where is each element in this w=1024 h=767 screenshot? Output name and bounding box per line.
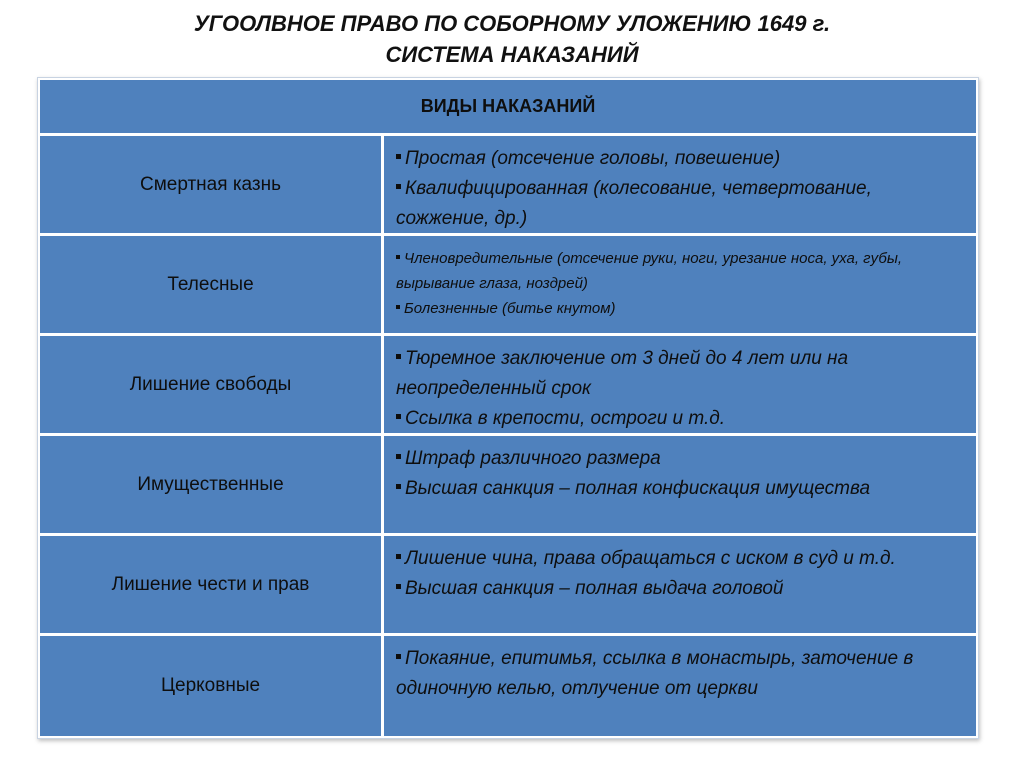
punishment-details bbox=[384, 536, 976, 633]
bullet-icon bbox=[396, 184, 401, 189]
list-item bbox=[396, 544, 966, 574]
punishment-type: Смертная казнь bbox=[40, 136, 381, 233]
list-item bbox=[396, 644, 966, 704]
list-item-text: Членовредительные (отсечение руки, ноги, урезание носа, уха, губы, вырывание глаза, ноздрей) bbox=[396, 250, 903, 292]
bullet-icon bbox=[396, 584, 401, 589]
list-item-text: Высшая санкция – полная выдача головой bbox=[405, 578, 784, 599]
list-item-text: Болезненные (битье кнутом) bbox=[404, 300, 616, 317]
list-item bbox=[396, 474, 966, 504]
title-line-2: СИСТЕМА НАКАЗАНИЙ bbox=[385, 42, 639, 67]
list-item bbox=[396, 344, 966, 404]
list-item-text: Штраф различного размера bbox=[405, 448, 661, 469]
bullet-icon bbox=[396, 414, 401, 419]
punishment-type: Лишение чести и прав bbox=[40, 536, 381, 633]
punishment-type: Церковные bbox=[40, 636, 381, 736]
list-item bbox=[396, 574, 966, 604]
list-item-text: Лишение чина, права обращаться с иском в суд и т.д. bbox=[405, 548, 896, 569]
list-item bbox=[396, 296, 966, 321]
page-title bbox=[0, 8, 1024, 70]
list-item bbox=[396, 246, 966, 296]
punishment-details bbox=[384, 136, 976, 233]
bullet-icon bbox=[396, 354, 401, 359]
punishment-details bbox=[384, 236, 976, 333]
punishments-table bbox=[37, 77, 979, 739]
punishment-type: Лишение свободы bbox=[40, 336, 381, 433]
punishment-type: Телесные bbox=[40, 236, 381, 333]
punishment-type: Имущественные bbox=[40, 436, 381, 533]
punishment-details bbox=[384, 436, 976, 533]
list-item-text: Простая (отсечение головы, повешение) bbox=[405, 148, 781, 169]
list-item-text: Квалифицированная (колесование, четвертование, сожжение, др.) bbox=[396, 178, 872, 229]
list-item bbox=[396, 144, 966, 174]
list-item-text: Высшая санкция – полная конфискация имущества bbox=[405, 478, 871, 499]
punishment-details bbox=[384, 336, 976, 433]
table-header: ВИДЫ НАКАЗАНИЙ bbox=[40, 80, 976, 133]
bullet-icon bbox=[396, 484, 401, 489]
title-line-1: УГООЛВНОЕ ПРАВО ПО СОБОРНОМУ УЛОЖЕНИЮ 1649 г. bbox=[193, 11, 831, 36]
bullet-icon bbox=[396, 454, 401, 459]
bullet-icon bbox=[396, 154, 401, 159]
list-item bbox=[396, 174, 966, 234]
list-item bbox=[396, 444, 966, 474]
list-item bbox=[396, 404, 966, 434]
bullet-icon bbox=[396, 255, 400, 259]
bullet-icon bbox=[396, 654, 401, 659]
list-item-text: Ссылка в крепости, остроги и т.д. bbox=[405, 408, 726, 429]
list-item-text: Тюремное заключение от 3 дней до 4 лет или на неопределенный срок bbox=[396, 348, 849, 399]
list-item-text: Покаяние, епитимья, ссылка в монастырь, заточение в одиночную келью, отлучение от церкви bbox=[396, 648, 914, 699]
bullet-icon bbox=[396, 305, 400, 309]
bullet-icon bbox=[396, 554, 401, 559]
punishment-details bbox=[384, 636, 976, 736]
